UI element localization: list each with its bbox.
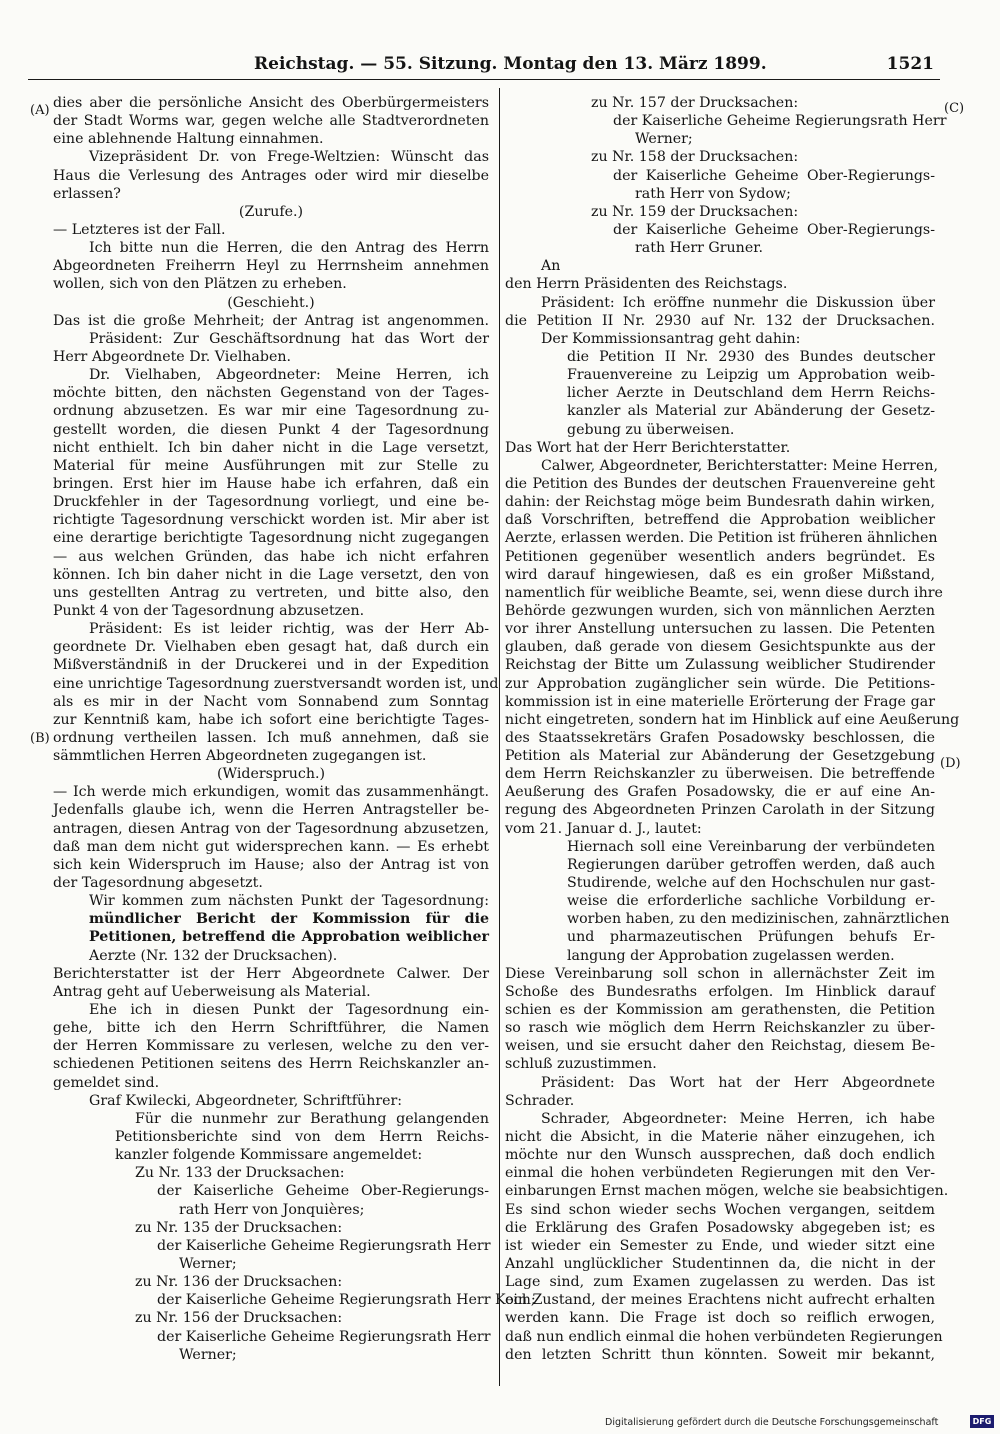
text-line: Es sind schon wieder sechs Wochen vergangen, seitdem (505, 1201, 935, 1218)
dfg-logo: DFG (970, 1415, 994, 1428)
text-line: vom 21. Januar d. J., lautet: (505, 820, 702, 837)
text-line: gestellt worden, die diesen Punkt 4 der Tagesordnung (53, 421, 489, 438)
text-line: rath Herr von Jonquières; (179, 1201, 365, 1218)
text-line: eine unrichtige Tagesordnung zuerstversandt worden ist, und (53, 675, 499, 692)
text-line: zu Nr. 158 der Drucksachen: (591, 149, 799, 166)
text-line: zu Nr. 156 der Drucksachen: (135, 1310, 343, 1327)
text-line: die Erklärung des Grafen Posadowsky abgegeben ist; es (505, 1219, 935, 1236)
text-line: (Geschieht.) (227, 294, 315, 311)
text-line: (Zurufe.) (238, 203, 304, 220)
text-line: Behörde gezwungen wurden, sich von männlichen Aerzten (505, 602, 935, 619)
text-line: langung der Approbation zugelassen werden. (567, 947, 895, 964)
text-line: Präsident: Es ist leider richtig, was der Herr Ab- (89, 621, 489, 638)
header-title: Reichstag. — 55. Sitzung. Montag den 13. März 1899. (254, 54, 767, 74)
text-line: erlassen? (53, 185, 121, 202)
text-line: Studirende, welche auf den Hochschulen nur gast- (567, 875, 935, 892)
text-line: An (541, 258, 561, 275)
text-line: die Petition II Nr. 2930 des Bundes deutscher (567, 348, 935, 365)
digitization-credit: Digitalisierung gefördert durch die Deutsche Forschungsgemeinschaft (605, 1417, 939, 1428)
text-line: daß Vorschriften, betreffend die Approbation weiblicher (505, 512, 935, 529)
text-line: und pharmazeutischen Prüfungen behufs Er- (567, 929, 935, 946)
text-line: — Letzteres ist der Fall. (53, 221, 226, 238)
text-line: Druckfehler in der Tagesordnung vorliegt, und eine be- (53, 494, 489, 511)
text-line: Für die nunmehr zur Berathung gelangenden (135, 1110, 489, 1127)
column-divider (499, 88, 500, 1386)
page-number: 1521 (886, 54, 934, 74)
text-line: einmal die hohen verbündeten Regierungen mit den Ver- (505, 1165, 935, 1182)
text-line: rath Herr von Sydow; (635, 185, 791, 202)
text-line: kanzler folgende Kommissare angemeldet: (115, 1147, 423, 1164)
text-line: Material für meine Ausführungen mit zur Stelle zu (53, 457, 489, 474)
right-column (505, 94, 960, 1364)
header-rule (28, 79, 940, 80)
text-line: Petitionen gegenüber wesentlich anders begründet. Es (505, 548, 935, 565)
text-line: weise die erforderliche sachliche Vorbildung er- (567, 893, 935, 910)
text-line: Regierungen darüber getroffen werden, daß auch (567, 856, 935, 873)
text-line: daß man dem nicht gut widersprechen kann. — Es erhebt (53, 838, 489, 855)
text-line: zur Kenntniß kam, habe ich sofort eine berichtigte Tages- (53, 711, 489, 728)
text-line: rath Herr Gruner. (635, 240, 763, 257)
margin-marker-b: (B) (30, 731, 50, 746)
text-line: dem Herrn Reichskanzler zu überweisen. Die betreffende (505, 766, 935, 783)
text-line: der Kaiserliche Geheime Regierungsrath Herr (157, 1237, 491, 1254)
text-line: Ehe ich in diesen Punkt der Tagesordnung ein- (89, 1002, 489, 1019)
text-line: schien es der Kommission am gerathensten, die Petition (505, 1002, 935, 1019)
text-line: nicht eingetreten, sondern hat im Hinblick auf eine Aeußerung (505, 711, 960, 728)
text-line: Jedenfalls glaube ich, wenn die Herren Antragsteller be- (53, 802, 489, 819)
text-line: glauben, daß gerade von diesem Gesichtspunkte aus der (505, 639, 935, 656)
text-line: der Kaiserliche Geheime Regierungsrath Herr Koch; (157, 1292, 536, 1309)
text-line: Schrader. (505, 1092, 575, 1109)
text-line: Petitionen, betreffend die Approbation weiblicher (89, 929, 489, 946)
text-line: eine derartige berichtigte Tagesordnung nicht zugegangen (53, 530, 489, 547)
text-line: Präsident: Das Wort hat der Herr Abgeordnete (541, 1074, 935, 1091)
text-line: Ich bitte nun die Herren, die den Antrag des Herrn (89, 240, 489, 257)
text-line: den letzten Schritt thun könnten. Soweit mir bekannt, (505, 1346, 935, 1363)
text-line: Calwer, Abgeordneter, Berichterstatter: Meine Herren, (541, 457, 939, 474)
text-line: Haus die Verlesung des Antrages oder wird mir dieselbe (53, 167, 489, 184)
text-line: Schoße des Bundesraths erfolgen. Im Hinblick darauf (505, 983, 935, 1000)
text-line: Aerzte (Nr. 132 der Drucksachen). (89, 947, 338, 964)
text-line: richtigte Tagesordnung verschickt worden ist. Mir aber ist (53, 512, 489, 529)
text-line: Wir kommen zum nächsten Punkt der Tagesordnung: (89, 893, 489, 910)
text-line: der Kaiserliche Geheime Ober-Regierungs- (157, 1183, 489, 1200)
text-line: dahin: der Reichstag möge beim Bundesrath dahin wirken, (505, 494, 935, 511)
text-line: nicht die Absicht, in die Materie näher einzugehen, ich (505, 1129, 935, 1146)
margin-marker-c: (C) (944, 101, 965, 116)
text-line: gemeldet sind. (53, 1074, 160, 1091)
text-line: Werner; (179, 1256, 237, 1272)
text-line: zu Nr. 159 der Drucksachen: (591, 203, 799, 220)
text-line: Mißverständniß in der Druckerei und in der Expedition (53, 657, 489, 674)
text-line: werden kann. Die Frage ist doch so reiflich erwogen, (505, 1310, 935, 1327)
text-line: — aus welchen Gründen, das habe ich nicht erfahren (53, 548, 489, 565)
text-line: gehe, bitte ich den Herrn Schriftführer, die Namen (53, 1020, 489, 1037)
text-line: — Ich werde mich erkundigen, womit das zusammenhängt. (53, 784, 489, 801)
text-line: möchte nur den Wunsch aussprechen, daß doch endlich (505, 1147, 935, 1164)
text-line: Petition als Material zur Abänderung der Gesetzgebung (505, 748, 935, 765)
text-line: wollen, sich von den Plätzen zu erheben. (53, 276, 347, 293)
text-line: Präsident: Zur Geschäftsordnung hat das Wort der (89, 330, 489, 347)
text-line: Das ist die große Mehrheit; der Antrag ist angenommen. (53, 312, 489, 329)
text-line: der Stadt Worms war, gegen welche alle Stadtverordneten (53, 113, 489, 130)
text-line: Der Kommissionsantrag geht dahin: (541, 330, 801, 347)
text-line: Punkt 4 von der Tagesordnung abzusetzen. (53, 602, 365, 619)
text-line: der Tagesordnung abgesetzt. (53, 875, 263, 892)
text-line: mündlicher Bericht der Kommission für die (89, 911, 489, 928)
text-line: Petitionsberichte sind von dem Herrn Reichs- (115, 1129, 489, 1146)
text-line: sich kein Widerspruch im Hause; also der Antrag ist von (53, 856, 489, 873)
text-line: Schrader, Abgeordneter: Meine Herren, ich habe (541, 1110, 935, 1127)
text-line: Werner; (635, 131, 693, 148)
text-line: ist wieder ein Semester zu Ende, und wieder sitzt eine (505, 1237, 935, 1254)
text-line: bringen. Erst hier im Hause habe ich erfahren, daß ein (53, 475, 489, 492)
text-line: Antrag geht auf Ueberweisung als Material. (53, 983, 371, 1000)
text-line: Berichterstatter ist der Herr Abgeordnete Calwer. Der (53, 965, 489, 982)
text-line: geordnete Dr. Vielhaben eben gesagt hat, daß durch ein (53, 639, 489, 656)
text-line: Graf Kwilecki, Abgeordneter, Schriftführer: (89, 1092, 403, 1109)
text-line: weisen, und sie ersucht daher den Reichstag, diesem Be- (505, 1038, 935, 1055)
text-line: wird darauf hingewiesen, daß es ein großer Mißstand, (505, 566, 935, 583)
text-line: die Petition II Nr. 2930 auf Nr. 132 der Drucksachen. (505, 312, 935, 329)
text-line: zu Nr. 136 der Drucksachen: (135, 1274, 343, 1291)
text-line: der Kaiserliche Geheime Ober-Regierungs- (613, 221, 935, 238)
text-line: namentlich für weibliche Beamte, sei, wenn diese durch ihre (505, 584, 943, 601)
text-line: die Petition des Bundes der deutschen Frauenvereine geht (505, 475, 935, 492)
text-line: zur Approbation zugänglicher sein würde. Die Petitions- (505, 675, 935, 692)
text-line: des Staatssekretärs Grafen Posadowsky beschlossen, die (505, 729, 935, 746)
text-line: (Widerspruch.) (216, 766, 326, 783)
text-line: antragen, diesen Antrag von der Tagesordnung abzusetzen, (53, 820, 489, 837)
text-line: vor ihrer Anstellung untersuchen zu lassen. Die Petenten (505, 621, 935, 638)
text-line: einbarungen Ernst machen mögen, welche sie beabsichtigen. (505, 1183, 949, 1200)
text-line: Diese Vereinbarung soll schon in allernächster Zeit im (505, 965, 935, 982)
text-line: möchte bitten, den nächsten Gegenstand von der Tages- (53, 385, 489, 402)
text-line: nicht enthielt. Ich bin daher nicht in die Lage versetzt, (53, 439, 489, 456)
text-line: schluß zuzustimmen. (505, 1056, 657, 1073)
text-line: zu Nr. 157 der Drucksachen: (591, 95, 799, 111)
text-line: der Kaiserliche Geheime Regierungsrath Herr (613, 113, 947, 130)
text-line: den Herrn Präsidenten des Reichstags. (505, 276, 788, 293)
text-line: ordnung vertheilen lassen. Ich muß annehmen, daß sie (53, 729, 489, 746)
text-line: Hiernach soll eine Vereinbarung der verbündeten (567, 838, 935, 855)
text-line: kanzler als Material zur Abänderung der Gesetz- (567, 403, 935, 420)
text-line: regung des Abgeordneten Prinzen Carolath in der Sitzung (505, 802, 935, 819)
text-line: der Kaiserliche Geheime Regierungsrath Herr (157, 1328, 491, 1345)
text-line: Frauenvereine zu Leipzig um Approbation weib- (567, 367, 935, 384)
text-line: ein Zustand, der meines Erachtens nicht aufrecht erhalten (505, 1292, 935, 1309)
text-line: licher Aerzte in Deutschland dem Herrn Reichs- (567, 385, 935, 402)
text-line: Dr. Vielhaben, Abgeordneter: Meine Herren, ich (89, 367, 489, 384)
text-line: Das Wort hat der Herr Berichterstatter. (505, 439, 791, 456)
text-line: der Herren Kommissare zu verlesen, welche zu den ver- (53, 1038, 489, 1055)
text-line: der Kaiserliche Geheime Ober-Regierungs- (613, 167, 935, 184)
text-line: ordnung abzusetzen. Es war mir eine Tagesordnung zu- (53, 403, 489, 420)
text-line: können. Ich bin daher nicht in die Lage versetzt, den von (53, 566, 489, 583)
text-line: Herr Abgeordnete Dr. Vielhaben. (53, 348, 291, 365)
margin-marker-d: (D) (940, 756, 961, 771)
text-line: eine ablehnende Haltung einnahmen. (53, 131, 324, 148)
text-line: worben haben, zu den medizinischen, zahnärztlichen (567, 911, 950, 928)
margin-marker-a: (A) (30, 103, 50, 118)
text-line: Aeußerung des Grafen Posadowsky, die er auf eine An- (505, 784, 935, 801)
text-line: sämmtlichen Herren Abgeordneten zugegangen ist. (53, 748, 427, 765)
text-line: dies aber die persönliche Ansicht des Oberbürgermeisters (53, 95, 489, 111)
text-line: als es mir in der Nacht vom Sonnabend zum Sonntag (53, 693, 489, 710)
text-line: Vizepräsident Dr. von Frege-Weltzien: Wünscht das (89, 149, 489, 166)
text-line: kommission ist in eine materielle Erörterung der Frage gar (505, 693, 935, 710)
text-line: Zu Nr. 133 der Drucksachen: (135, 1165, 345, 1182)
text-line: Reichstag der Bitte um Zulassung weiblicher Studirender (505, 657, 935, 674)
text-line: Anzahl unglücklicher Studentinnen da, die nicht in der (505, 1256, 935, 1272)
text-line: Werner; (179, 1346, 237, 1363)
text-line: Präsident: Ich eröffne nunmehr die Diskussion über (541, 294, 935, 311)
text-line: zu Nr. 135 der Drucksachen: (135, 1219, 343, 1236)
text-line: Abgeordneten Freiherrn Heyl zu Herrnsheim annehmen (53, 258, 489, 275)
text-line: Lage sind, zum Examen zugelassen zu werden. Das ist (505, 1274, 935, 1291)
left-column (53, 94, 536, 1364)
text-line: daß nun endlich einmal die hohen verbündeten Regierungen (505, 1328, 943, 1345)
text-line: Aerzte, erlassen werden. Die Petition ist früheren ähnlichen (505, 530, 938, 547)
text-line: so rasch wie möglich dem Herrn Reichskanzler zu über- (505, 1020, 935, 1037)
text-line: uns gestellten Antrag zu vertreten, und bitte also, den (53, 584, 489, 601)
text-line: gebung zu überweisen. (567, 421, 735, 438)
text-line: schiedenen Petitionen seitens des Herrn Reichskanzler an- (53, 1056, 489, 1073)
